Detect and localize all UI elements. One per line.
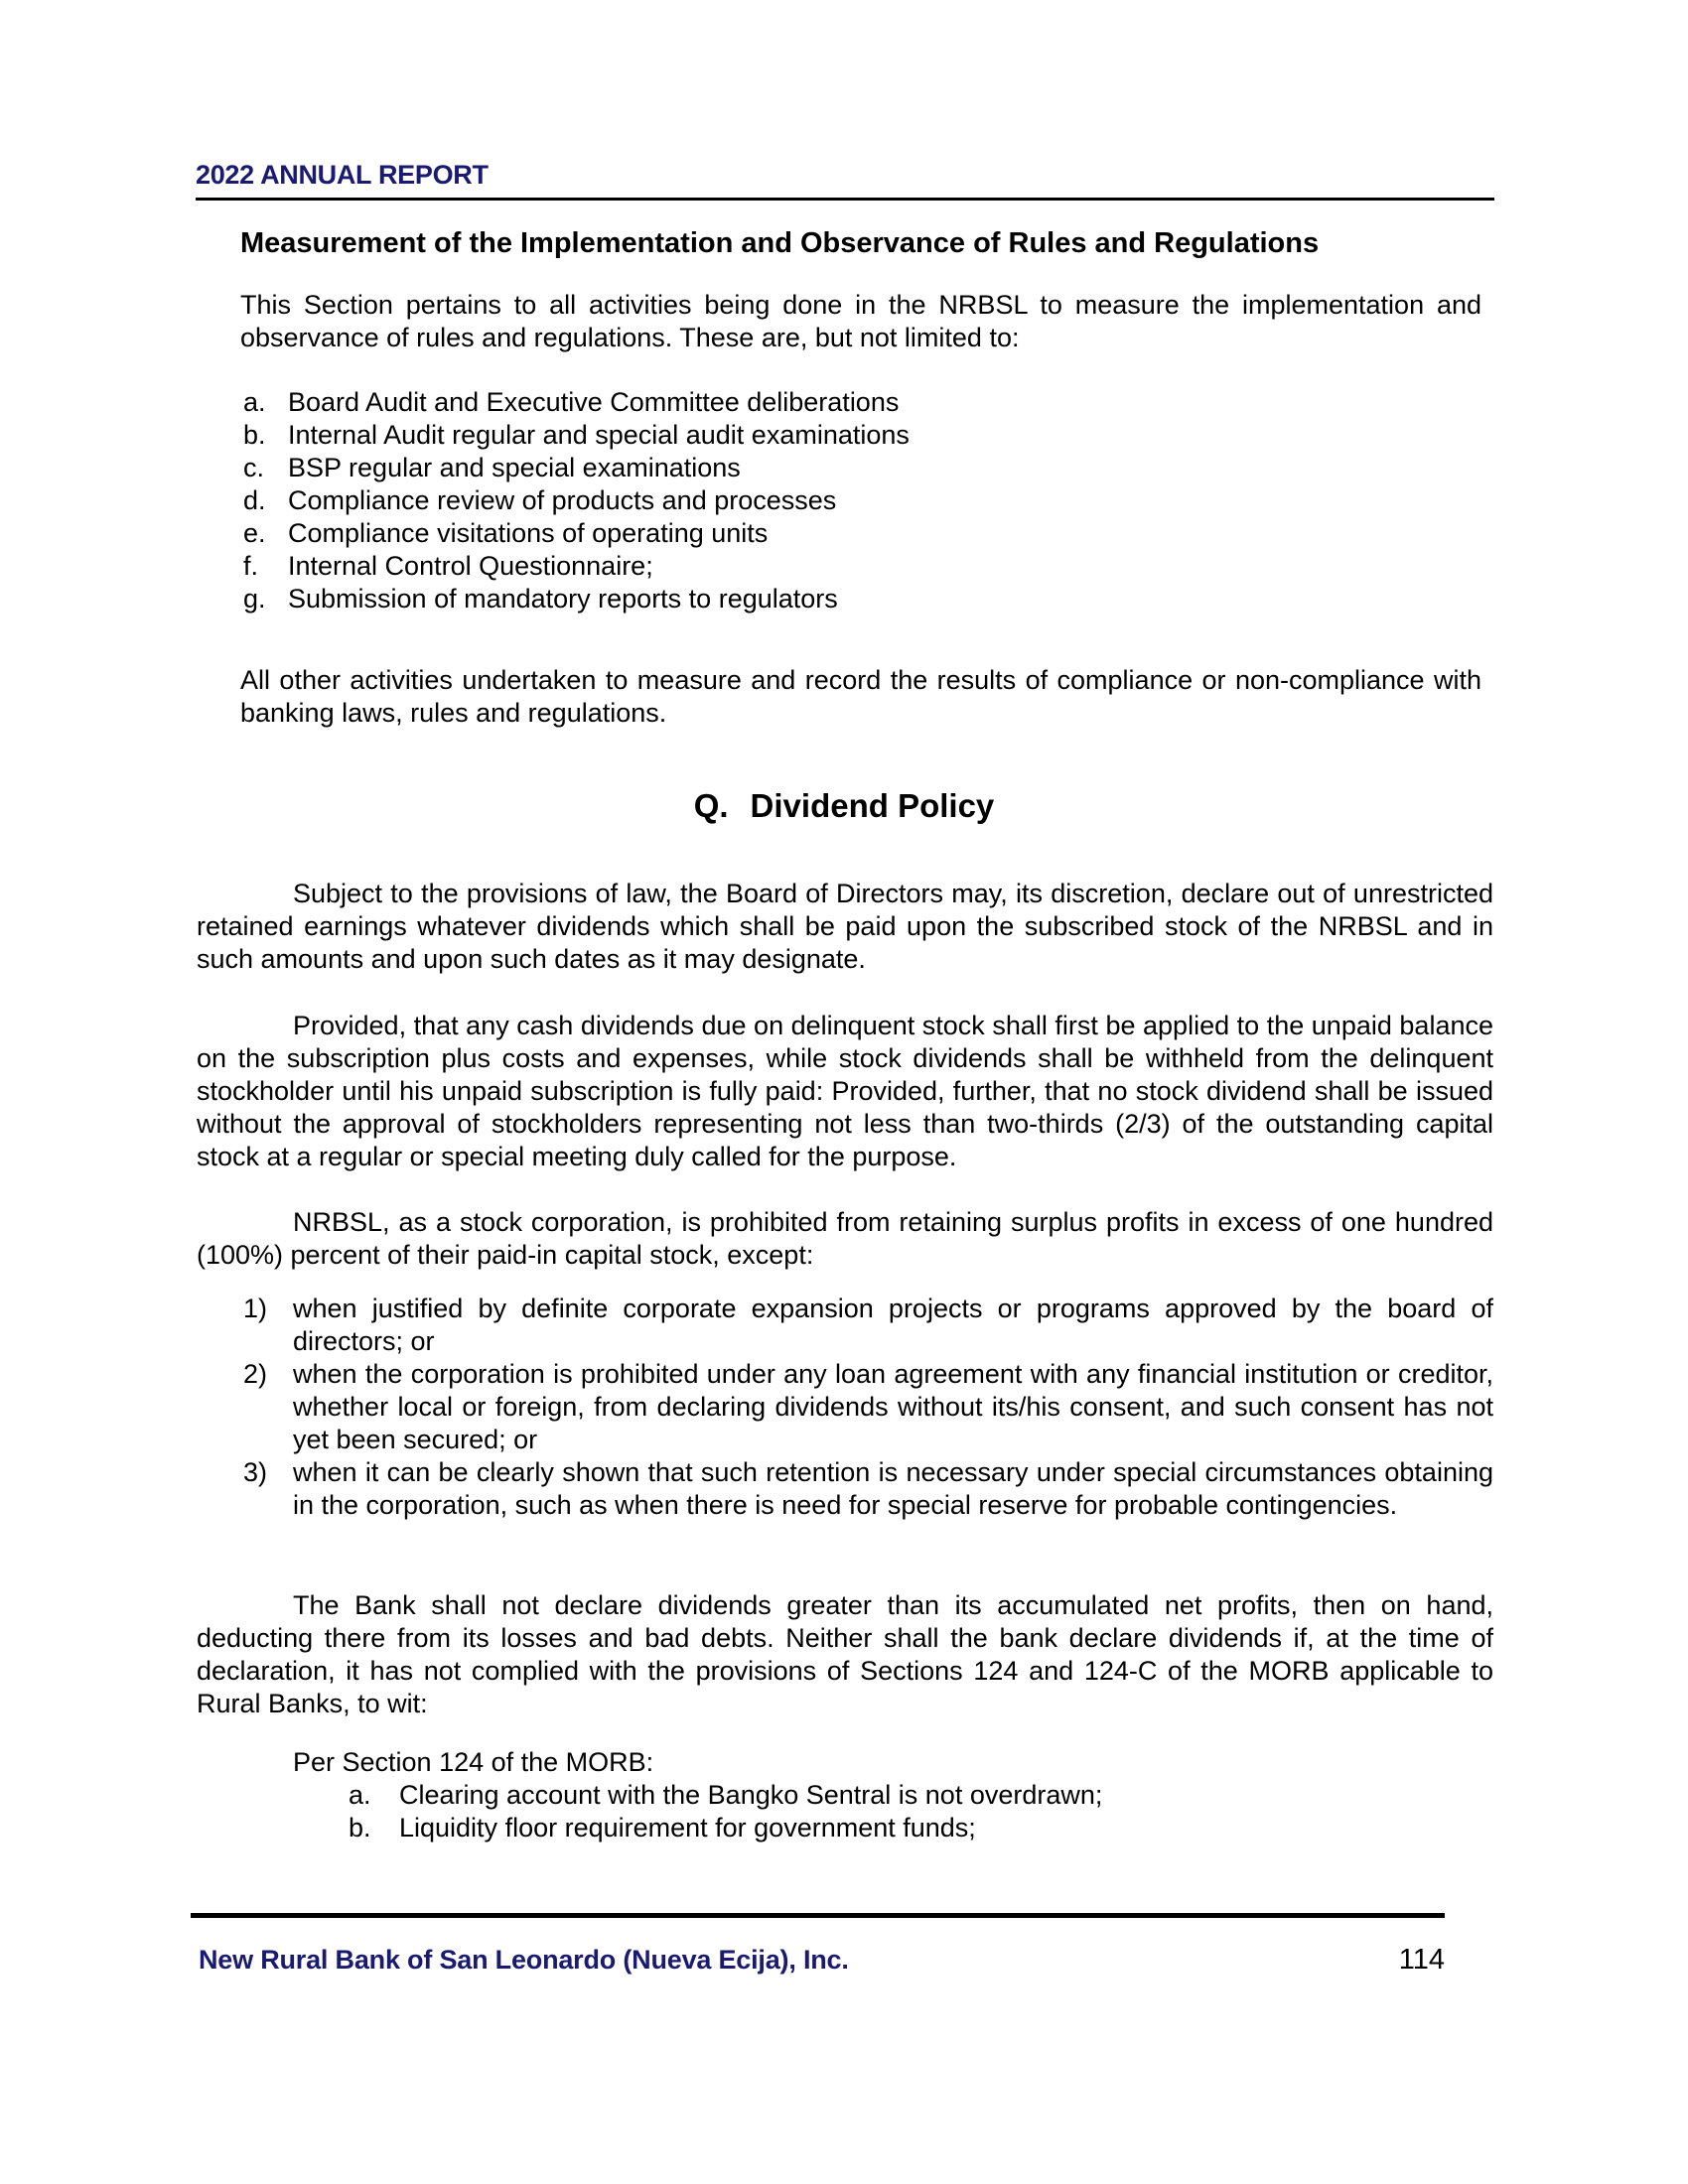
list-item-text: when it can be clearly shown that such retention is necessary under special circumstances obtaining in the corporation, such as when there is need for special reserve for probable contingencies. [293, 1457, 1493, 1520]
paragraph-nrbsl-surplus: NRBSL, as a stock corporation, is prohibited from retaining surplus profits in excess of one hundred (100%) percent of their paid-in capital stock, except: [197, 1207, 1493, 1270]
list-item-text: Submission of mandatory reports to regulators [288, 584, 838, 614]
list-item [243, 1358, 1493, 1456]
list-item-text: Clearing account with the Bangko Sentral is not overdrawn; [399, 1780, 1103, 1810]
list-item-text: BSP regular and special examinations [288, 453, 741, 482]
heading-title: Dividend Policy [750, 787, 995, 824]
compliance-activities-list [243, 386, 1481, 615]
list-item-text: Internal Audit regular and special audit examinations [288, 420, 910, 450]
list-item-text: Liquidity floor requirement for government funds; [399, 1813, 976, 1843]
report-year-header: 2022 ANNUAL REPORT [196, 160, 489, 190]
list-marker: b. [349, 1813, 371, 1843]
list-item [243, 484, 1481, 517]
list-item [243, 452, 1481, 484]
list-item [349, 1779, 1441, 1812]
list-item [243, 583, 1481, 615]
footer-page-number: 114 [1398, 1944, 1445, 1976]
section1-closing-paragraph: All other activities undertaken to measure and record the results of compliance or non-compliance with banking laws, rules and regulations. [240, 665, 1481, 728]
footer-rule [191, 1913, 1445, 1918]
list-item-text: when justified by definite corporate expansion projects or programs approved by the board of directors; or [293, 1294, 1493, 1356]
dividend-policy-heading [196, 786, 1492, 826]
list-item [243, 419, 1481, 452]
list-marker: e. [243, 518, 266, 548]
list-item [243, 517, 1481, 550]
list-marker: 2) [243, 1359, 268, 1389]
morb-requirements-list [349, 1779, 1441, 1844]
list-item [243, 386, 1481, 419]
list-marker: a. [243, 387, 266, 417]
heading-marker: Q. [693, 787, 729, 824]
morb-section-label: Per Section 124 of the MORB: [293, 1747, 654, 1777]
list-item [243, 1456, 1493, 1522]
list-item-text: Internal Control Questionnaire; [288, 551, 653, 581]
list-marker: g. [243, 584, 266, 614]
section1-heading: Measurement of the Implementation and Observance of Rules and Regulations [240, 227, 1320, 259]
paragraph-provided-cash-dividends: Provided, that any cash dividends due on delinquent stock shall first be applied to the unpaid balance on the subscription plus costs and expenses, while stock dividends shall be withheld from the delinquent stockholder until his unpaid subscription is fully paid: Provided, further, that no stock dividend shall be issued without the approval of stockholders representing not less than two-thirds (2/3) of the outstanding capital stock at a regular or special meeting duly called for the purpose. [197, 1011, 1493, 1171]
paragraph-subject-provisions: Subject to the provisions of law, the Board of Directors may, its discretion, declare out of unrestricted retained earnings whatever dividends which shall be paid upon the subscribed stock of the NRBSL and in such amounts and upon such dates as it may designate. [197, 879, 1493, 974]
dividend-exceptions-list [243, 1293, 1493, 1522]
list-marker: d. [243, 485, 266, 515]
list-marker: 3) [243, 1457, 268, 1487]
list-item [243, 1293, 1493, 1358]
list-marker: c. [243, 453, 265, 482]
list-item-text: Compliance review of products and processes [288, 485, 837, 515]
footer-bank-name: New Rural Bank of San Leonardo (Nueva Ecija), Inc. [199, 1945, 849, 1975]
list-item-text: Compliance visitations of operating units [288, 518, 769, 548]
list-marker: b. [243, 420, 266, 450]
list-item [349, 1812, 1441, 1844]
list-marker: f. [243, 551, 259, 581]
list-marker: 1) [243, 1294, 268, 1323]
paragraph-bank-dividend-limits: The Bank shall not declare dividends greater than its accumulated net profits, then on hand, deducting there from its losses and bad debts. Neither shall the bank declare dividends if, at the time of declaration, it has not complied with the provisions of Sections 124 and 124-C of the MORB applicable to Rural Banks, to wit: [197, 1590, 1493, 1718]
list-item-text: when the corporation is prohibited under any loan agreement with any financial institution or creditor, whether local or foreign, from declaring dividends without its/his consent, and such consent has not yet been secured; or [293, 1359, 1493, 1454]
list-marker: a. [349, 1780, 371, 1810]
section1-intro-paragraph: This Section pertains to all activities being done in the NRBSL to measure the implementation and observance of rules and regulations. These are, but not limited to: [240, 290, 1481, 352]
list-item-text: Board Audit and Executive Committee deliberations [288, 387, 900, 417]
list-item [243, 550, 1481, 583]
header-rule [196, 198, 1494, 201]
